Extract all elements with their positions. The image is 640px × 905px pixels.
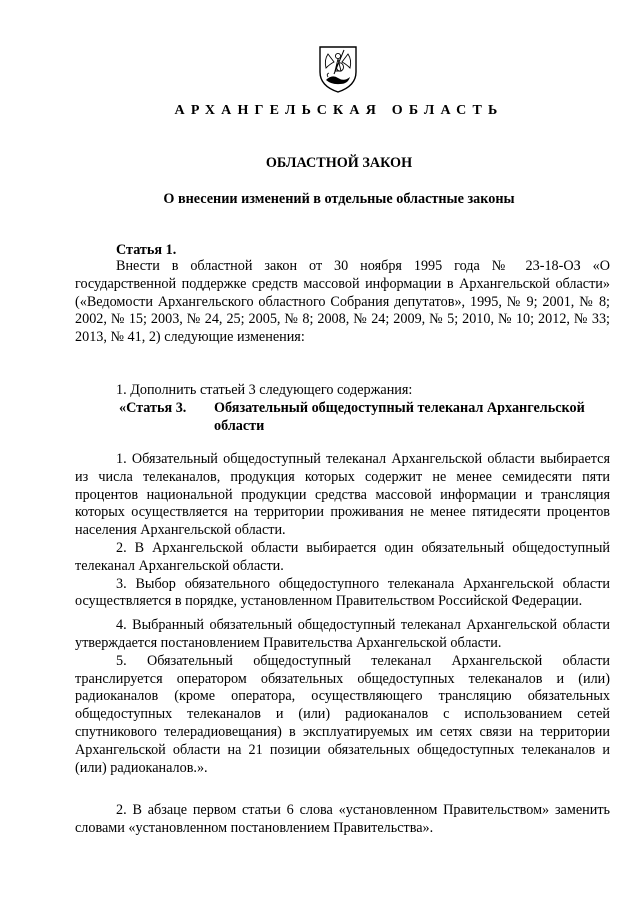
item-1-block [75,382,610,400]
new-article-number: «Статья 3. [119,400,187,416]
new-article-title: Обязательный общедоступный телеканал Архангельской области [214,400,585,434]
article-1-intro: Внести в областной закон от 30 ноября 1995 года № 23-18-ОЗ «О государственной поддержке средств массовой информации в Архангельской области» («Ведомости Архангельского областного Собрания депутатов», 1995, № 9; 2001, № 8; 2002, № 15; 2003, № 24, 25; 2005, № 8; 2008, № 24; 2009, № 5; 2010, № 10; 2012, № 33; 2013, № 41, 2) следующие изменения: [75,258,610,346]
article-1-intro-block [75,258,610,347]
article-1-heading: Статья 1. [116,242,177,258]
arkhangelsk-coat-of-arms-icon [314,44,362,94]
law-subject-heading: О внесении изменений в отдельные областные законы [163,191,515,207]
point-4: 4. Выбранный обязательный общедоступный телеканал Архангельской области утверждается постановлением Правительства Архангельской области. [75,617,610,651]
point-1: 1. Обязательный общедоступный телеканал Архангельской области выбирается из числа телеканалов, продукция которых содержит не менее семидесяти пяти процентов национальной продукции средства массовой информации и трансляция которых осуществляется на территории проживания не менее пятидесяти процентов населения Архангельской области. [75,451,610,539]
item-2-block [75,802,610,838]
item-2-text: 2. В абзаце первом статьи 6 слова «установленном Правительством» заменить словами «установленном постановлением Правительства». [75,802,610,836]
point-2: 2. В Архангельской области выбирается один обязательный общедоступный телеканал Архангельской области. [75,539,610,574]
law-type-heading: ОБЛАСТНОЙ ЗАКОН [265,155,413,171]
new-article-points [75,451,610,777]
region-heading: АРХАНГЕЛЬСКАЯ ОБЛАСТЬ [174,103,504,118]
point-5: 5. Обязательный общедоступный телеканал Архангельской области транслируется оператором обязательных общедоступных телеканалов и (или) радиоканалов (кроме оператора, осуществляющего трансляцию обязательных общедоступных телеканалов и (или) радиоканалов с использованием сетей спутникового телерадиовещания) в эксплуатируемых им сетях связи на территории Архангельской области на 21 позиции обязательных общедоступных телеканалов и (или) радиоканалов.». [75,652,610,776]
new-article-heading [119,400,614,436]
item-1-text: 1. Дополнить статьей 3 следующего содержания: [116,382,413,398]
point-3: 3. Выбор обязательного общедоступного телеканала Архангельской области осуществляется в порядке, установленном Правительством Российской Федерации. [75,575,610,610]
